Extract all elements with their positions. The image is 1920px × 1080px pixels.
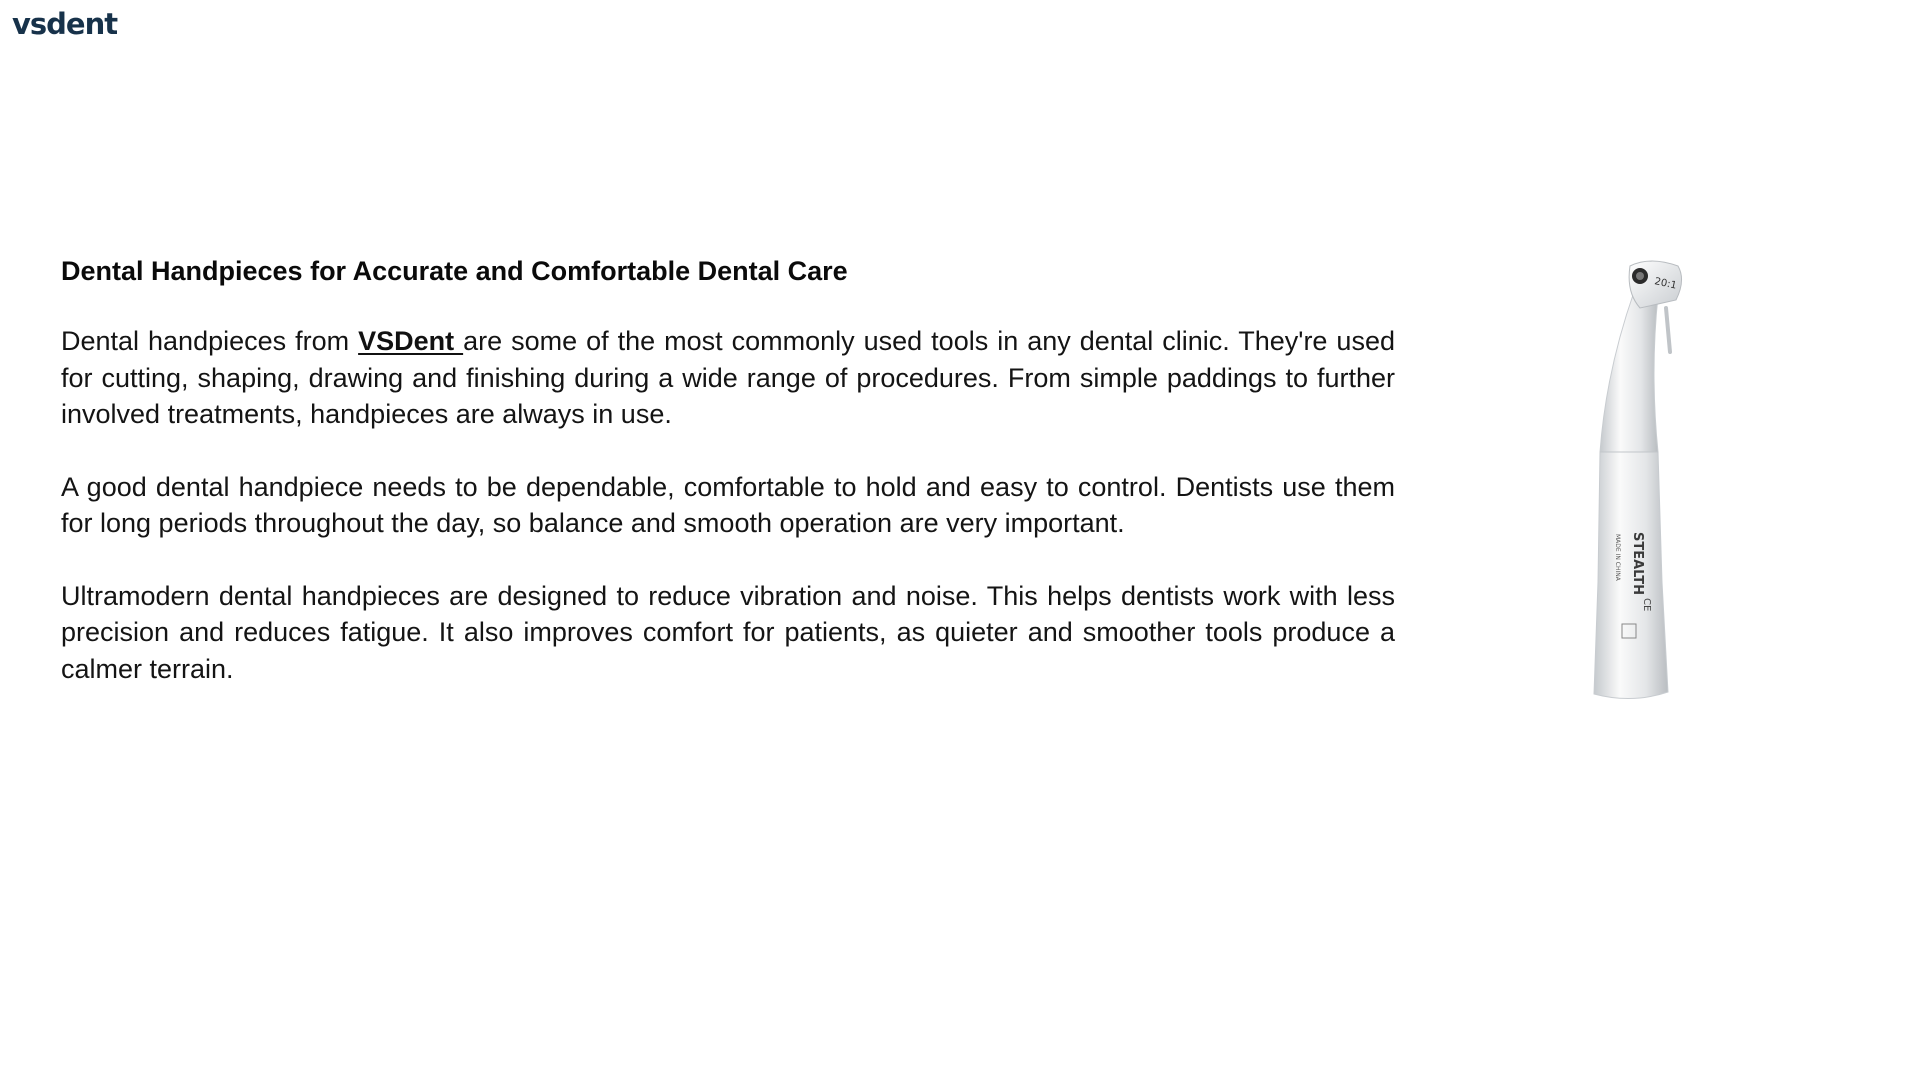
intro-text-end: are some of the most commonly used tools in any dental clinic. They're used for cutting, shaping, drawing and finishing during a wide range of procedures. From simple paddings to further involved treatments, handpieces are always in use. <box>61 326 1395 429</box>
handpiece-illustration <box>1570 252 1720 712</box>
brand-logo[interactable] <box>12 6 117 42</box>
vsdent-link[interactable]: VSDent <box>358 326 464 356</box>
handpiece-image <box>1570 252 1720 712</box>
page-title: Dental Handpieces for Accurate and Comfortable Dental Care <box>61 256 848 286</box>
comfort-paragraph: Ultramodern dental handpieces are designed to reduce vibration and noise. This helps dentists work with less precision and reduces fatigue. It also improves comfort for patients, as quieter and smoother tools produce a calmer terrain. <box>61 580 1395 684</box>
origin-label: MADE IN CHINA <box>1614 534 1621 581</box>
head-ratio-label: 20:1 <box>1653 276 1678 292</box>
logo-text: vsdent <box>12 7 118 41</box>
brand-label: STEALTH <box>1630 532 1645 596</box>
ce-mark: CE <box>1641 598 1652 612</box>
article <box>61 250 1395 723</box>
intro-paragraph <box>61 323 1395 433</box>
intro-text-start: Dental handpieces from <box>61 326 359 356</box>
quality-paragraph: A good dental handpiece needs to be dependable, comfortable to hold and easy to control. Dentists use them for long periods throughout the day, so balance and smooth operation are very important. <box>61 471 1395 538</box>
